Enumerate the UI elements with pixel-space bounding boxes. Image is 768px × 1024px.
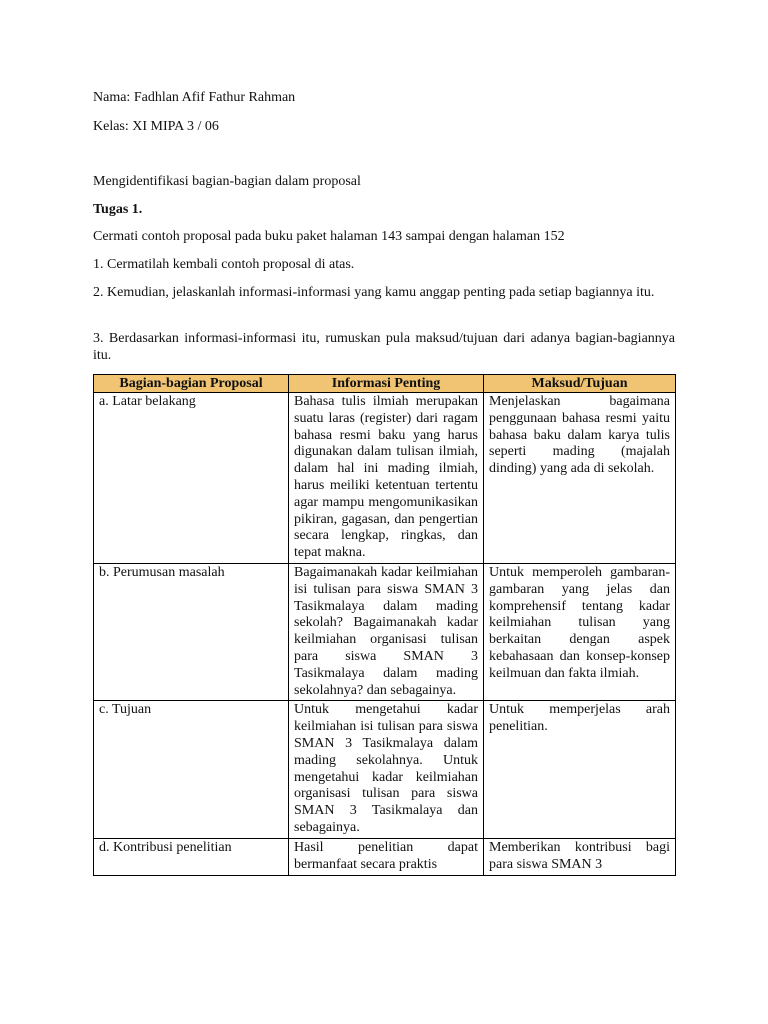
student-class: Kelas: XI MIPA 3 / 06: [93, 119, 219, 134]
table-row: [94, 393, 676, 564]
row-info: Bagaimanakah kadar keilmiahan isi tulisan para siswa SMAN 3 Tasikmalaya dalam mading sekolah? Bagaimanakah kadar keilmiahan organisasi tulisan para siswa SMAN 3 Tasikmalaya dalam mading sekolahnya? dan sebagainya.: [289, 563, 484, 700]
task-title: Tugas 1.: [93, 202, 143, 217]
row-purpose: [484, 838, 676, 875]
proposal-parts-table: [93, 374, 676, 876]
row-purpose: Untuk memperoleh gambaran-gambaran yang jelas dan komprehensif tentang kadar keilmiahan tulisan yang berkaitan dengan aspek kebahasaan dan konsep-konsep keilmuan dan fakta ilmiah.: [484, 563, 676, 700]
student-name: Nama: Fadhlan Afif Fathur Rahman: [93, 90, 296, 105]
task-instruction: Cermati contoh proposal pada buku paket halaman 143 sampai dengan halaman 152: [93, 229, 565, 244]
step-3: 3. Berdasarkan informasi-informasi itu, rumuskan pula maksud/tujuan dari adanya bagian-bagiannya itu.: [93, 331, 675, 363]
assignment-subject: Mengidentifikasi bagian-bagian dalam proposal: [93, 174, 361, 189]
row-purpose-text: Memberikan kontribusi bagi para siswa SMAN 3: [489, 839, 670, 872]
table-row: [94, 838, 676, 875]
table-header-row: [94, 375, 676, 393]
row-info: Bahasa tulis ilmiah merupakan suatu laras (register) dari ragam bahasa resmi baku yang harus digunakan dalam tulisan ilmiah, dalam hal ini mading ilmiah, harus meiliki ketentuan tertentu agar mampu mengomunikasikan pikiran, gagasan, dan pengertian secara lengkap, ringkas, dan tepat makna.: [289, 393, 484, 564]
row-part: [94, 838, 289, 875]
row-part: b. Perumusan masalah: [94, 563, 289, 700]
row-info: [289, 838, 484, 875]
row-info: Untuk mengetahui kadar keilmiahan isi tulisan para siswa SMAN 3 Tasikmalaya dalam mading sekolahnya. Untuk mengetahui kadar keilmiahan organisasi tulisan para siswa SMAN 3 Tasikmalaya dan sebagainya.: [289, 701, 484, 838]
step-1: 1. Cermatilah kembali contoh proposal di atas.: [93, 257, 355, 272]
row-part: a. Latar belakang: [94, 393, 289, 564]
row-purpose: Untuk memperjelas arah penelitian.: [484, 701, 676, 838]
row-info-text: Hasil penelitian dapat bermanfaat secara praktis: [294, 839, 478, 872]
row-purpose: Menjelaskan bagaimana penggunaan bahasa resmi yaitu bahasa baku dalam karya tulis seperti mading (majalah dinding) yang ada di sekolah.: [484, 393, 676, 564]
header-info: Informasi Penting: [289, 375, 484, 393]
row-part-text: d. Kontribusi penelitian: [99, 839, 232, 855]
table-row: [94, 563, 676, 700]
table-row: [94, 701, 676, 838]
step-2: 2. Kemudian, jelaskanlah informasi-informasi yang kamu anggap penting pada setiap bagiannya itu.: [93, 285, 655, 300]
row-part: c. Tujuan: [94, 701, 289, 838]
header-purpose: Maksud/Tujuan: [484, 375, 676, 393]
header-parts: Bagian-bagian Proposal: [94, 375, 289, 393]
